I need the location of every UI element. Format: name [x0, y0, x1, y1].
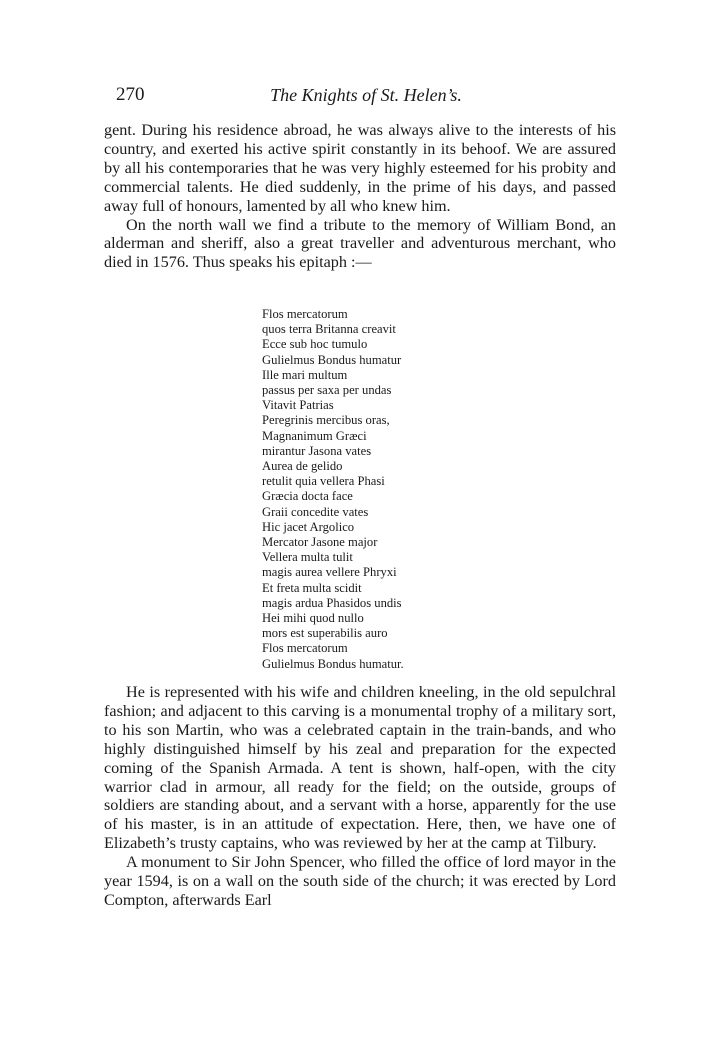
epitaph-line: Ecce sub hoc tumulo: [262, 337, 368, 352]
epitaph-line: magis aurea vellere Phryxi: [262, 565, 397, 580]
epitaph-line: Graii concedite vates: [262, 504, 369, 519]
paragraph-continuation: gent. During his residence abroad, he was always alive to the interests of his country, and exerted his active spirit constantly in its behoof. We are assured by all his contemporaries that he was very highly esteemed for his probity and commercial talents. He died suddenly, in the prime of his days, and passed away full of honours, lamented by all who knew him.: [104, 121, 616, 215]
body-text-bottom: [104, 683, 616, 910]
epitaph-line: Flos mercatorum: [262, 307, 348, 321]
epitaph-line: Vitavit Patrias: [262, 398, 334, 413]
epitaph-line: mirantur Jasona vates: [262, 443, 372, 458]
paragraph-william-bond: On the north wall we find a tribute to the memory of William Bond, an alderman and sheriff, also a great traveller and adventurous merchant, who died in 1576. Thus speaks his epitaph :—: [104, 215, 616, 272]
running-title: The Knights of St. Helen’s.: [270, 85, 462, 105]
page-number: 270: [116, 84, 145, 105]
paragraph-john-spencer: A monument to Sir John Spencer, who filled the office of lord mayor in the year 1594, is on a wall on the south side of the church; it was erected by Lord Compton, afterwards Earl: [104, 853, 616, 909]
epitaph-line: Aurea de gelido: [262, 459, 343, 474]
epitaph-line: Gulielmus Bondus humatur.: [262, 656, 404, 671]
epitaph-line: magis ardua Phasidos undis: [262, 595, 402, 610]
epitaph-line: Mercator Jasone major: [262, 535, 378, 550]
body-text-top: [104, 121, 616, 272]
epitaph-line: Peregrinis mercibus oras,: [262, 413, 390, 428]
epitaph-line: Flos mercatorum: [262, 641, 348, 656]
epitaph-line: quos terra Britanna creavit: [262, 322, 396, 337]
epitaph-line: retulit quia vellera Phasi: [262, 474, 385, 489]
epitaph-line: Hei mihi quod nullo: [262, 611, 364, 626]
epitaph-line: mors est superabilis auro: [262, 626, 388, 641]
paragraph-martin-bond: He is represented with his wife and children kneeling, in the old sepulchral fashion; and adjacent to this carving is a monumental trophy of a military sort, to his son Martin, who was a celebrated captain in the train-bands, and who highly distinguished himself by his zeal and preparation for the expected coming of the Spanish Armada. A tent is shown, half-open, with the city warrior clad in armour, all ready for the field; on the outside, groups of soldiers are standing about, and a servant with a horse, apparently for the use of his master, is in an attitude of expectation. Here, then, we have one of Elizabeth’s trusty captains, who was reviewed by her at the camp at Tilbury.: [104, 683, 616, 853]
epitaph-line: Gulielmus Bondus humatur: [262, 352, 402, 367]
epitaph-line: Ille mari multum: [262, 367, 348, 382]
epitaph-line: Græcia docta face: [262, 489, 353, 504]
epitaph: [262, 307, 502, 672]
epitaph-line: Vellera multa tulit: [262, 550, 353, 565]
epitaph-line: passus per saxa per undas: [262, 383, 392, 398]
epitaph-line: Magnanimum Græci: [262, 428, 367, 443]
epitaph-line: Et freta multa scidit: [262, 580, 362, 595]
epitaph-line: Hic jacet Argolico: [262, 519, 355, 534]
page-header: [116, 84, 616, 108]
